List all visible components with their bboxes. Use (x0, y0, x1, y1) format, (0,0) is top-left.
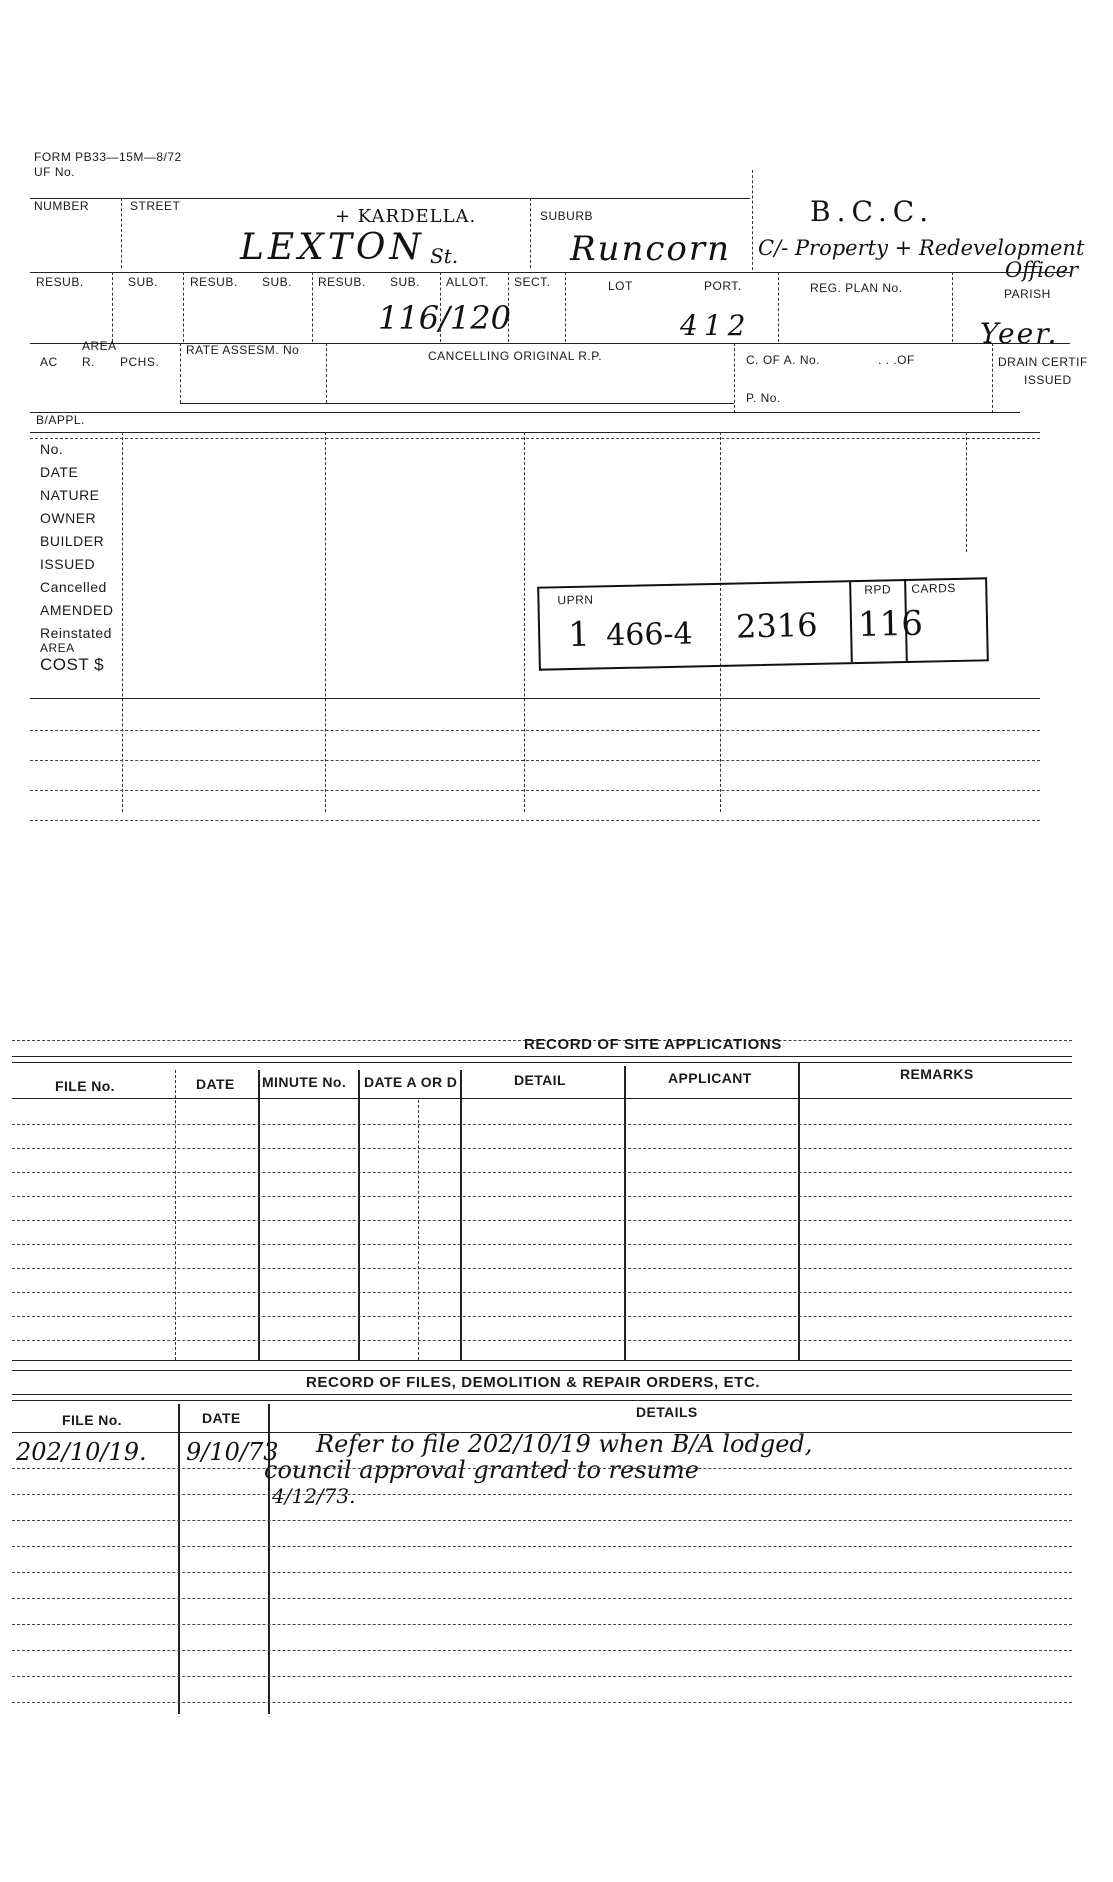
files-entry-date: 9/10/73 (186, 1438, 279, 1466)
p-no-label: P. No. (746, 391, 781, 405)
parish-label: PARISH (1004, 287, 1051, 301)
sub-label-3: SUB. (390, 275, 421, 289)
form-code: FORM PB33—15M—8/72 (34, 150, 182, 164)
site-col-date-a-or-d: DATE A OR D (364, 1074, 458, 1090)
suburb-value: Runcorn (570, 229, 732, 269)
ba-row-amended: AMENDED (40, 602, 114, 618)
area-label: AREA (82, 339, 117, 353)
coa-label: C. OF A. No. (746, 353, 821, 367)
cards-label: CARDS (911, 580, 956, 596)
ba-row-owner: OWNER (40, 510, 97, 526)
bcc-note: B.C.C. (810, 195, 935, 228)
site-applications-title: RECORD OF SITE APPLICATIONS (524, 1036, 782, 1053)
port-label: PORT. (704, 279, 742, 293)
suburb-label: SUBURB (540, 209, 594, 223)
rpd-value: 116 (857, 603, 924, 646)
ac-label: AC (40, 355, 58, 369)
uprn-label: UPRN (557, 592, 594, 608)
site-col-file-no: FILE No. (55, 1078, 115, 1094)
sect-label: SECT. (514, 275, 551, 289)
parish-value: Yeer. (980, 317, 1059, 350)
uf-no-label: UF No. (34, 165, 76, 179)
ba-row-area: AREA (40, 641, 75, 655)
uprn-stamp (537, 577, 989, 670)
resub-label-1: RESUB. (36, 275, 84, 289)
drain-issued-label: ISSUED (1024, 373, 1072, 387)
site-col-date: DATE (196, 1076, 235, 1092)
lot-label: LOT (608, 279, 633, 293)
resub-label-3: RESUB. (318, 275, 366, 289)
site-col-detail: DETAIL (514, 1072, 566, 1088)
files-orders-title: RECORD OF FILES, DEMOLITION & REPAIR ORDERS, ETC. (306, 1374, 761, 1391)
uprn-part2: 466-4 (605, 616, 694, 654)
site-col-minute-no: MINUTE No. (262, 1074, 347, 1090)
r-label: R. (82, 355, 95, 369)
officer-note-line2: Officer (1005, 258, 1079, 282)
allot-value: 116/120 (378, 299, 511, 337)
ba-row-no: No. (40, 441, 64, 457)
ba-row-builder: BUILDER (40, 533, 105, 549)
street-suffix: St. (430, 244, 459, 268)
site-col-remarks: REMARKS (900, 1066, 974, 1082)
ba-row-issued: ISSUED (40, 556, 96, 572)
files-col-file-no: FILE No. (62, 1412, 122, 1428)
street-label: STREET (130, 199, 181, 213)
drain-certif-label: DRAIN CERTIF (998, 355, 1088, 369)
resub-label-2: RESUB. (190, 275, 238, 289)
site-col-applicant: APPLICANT (668, 1070, 752, 1086)
uprn-part3: 2316 (735, 605, 818, 646)
ba-row-cancelled: Cancelled (40, 579, 107, 595)
files-entry-details-line1: Refer to file 202/10/19 when B/A lodged, (316, 1430, 813, 1458)
sub-label-2: SUB. (262, 275, 293, 289)
port-value: 412 (680, 309, 752, 342)
allot-label: ALLOT. (446, 275, 490, 289)
street-note: + KARDELLA. (335, 206, 477, 227)
street-value: LEXTON (240, 227, 425, 268)
coa-of-label: . . .OF (878, 353, 915, 367)
cancelling-label: CANCELLING ORIGINAL R.P. (428, 349, 603, 363)
files-entry-details-line3: 4/12/73. (272, 1484, 356, 1508)
files-entry-file-no: 202/10/19. (16, 1438, 147, 1466)
number-label: NUMBER (34, 199, 90, 213)
ba-row-cost: COST $ (40, 655, 105, 674)
sub-label-1: SUB. (128, 275, 159, 289)
ba-row-date: DATE (40, 464, 79, 480)
pchs-label: PCHS. (120, 355, 160, 369)
officer-note-line1: C/- Property + Redevelopment (758, 236, 1085, 260)
files-col-date: DATE (202, 1410, 241, 1426)
building-application-header: B/APPL. (36, 413, 85, 427)
rate-assessment-label: RATE ASSESM. No (186, 343, 300, 357)
reg-plan-label: REG. PLAN No. (810, 281, 903, 295)
uprn-part1: 1 (567, 614, 591, 656)
ba-row-nature: NATURE (40, 487, 100, 503)
files-entry-details-line2: council approval granted to resume (264, 1456, 699, 1484)
files-col-details: DETAILS (636, 1404, 698, 1420)
rpd-label: RPD (864, 582, 892, 597)
ba-row-reinstated: Reinstated (40, 625, 112, 641)
